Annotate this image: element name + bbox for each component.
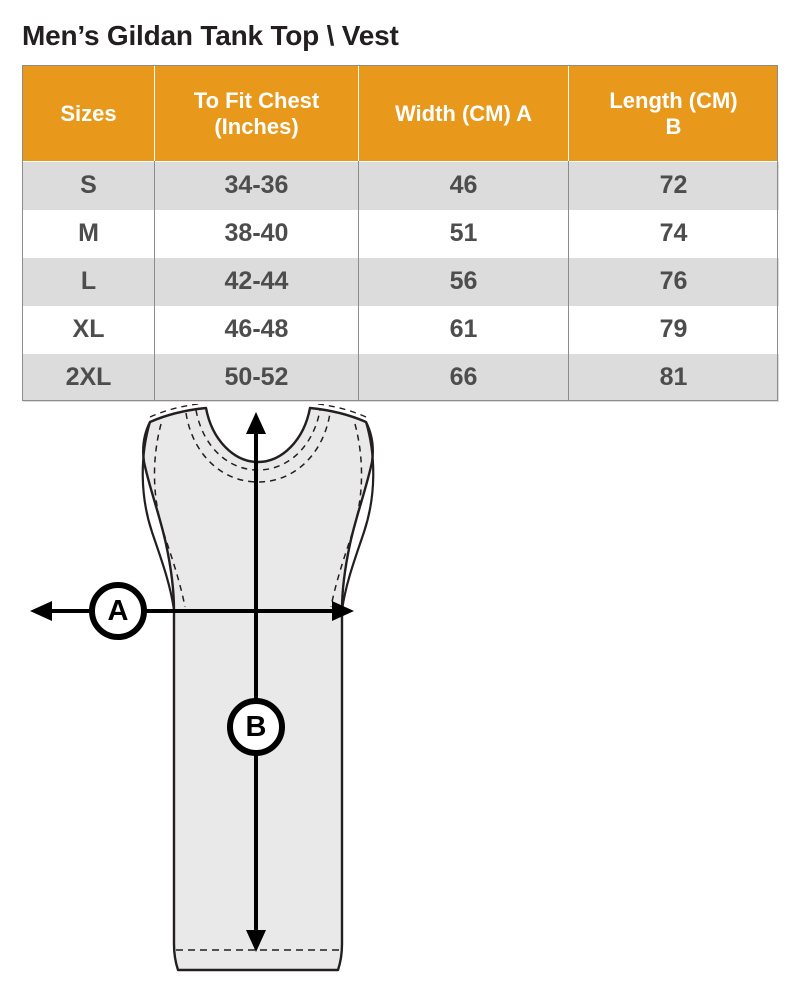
garment-diagram	[0, 404, 800, 985]
table-divider-1	[154, 161, 155, 401]
cell-chest: 50-52	[155, 354, 359, 402]
cell-width: 46	[359, 162, 569, 210]
cell-size: XL	[23, 306, 155, 354]
table-row	[23, 162, 779, 210]
cell-length: 72	[569, 162, 779, 210]
table-row	[23, 210, 779, 258]
label-b: B	[245, 711, 267, 743]
table-divider-3	[568, 161, 569, 401]
cell-length: 81	[569, 354, 779, 402]
column-header-length: Length (CM) B	[569, 66, 779, 162]
table-row	[23, 354, 779, 402]
cell-width: 56	[359, 258, 569, 306]
table-header-row	[23, 66, 779, 162]
cell-chest: 46-48	[155, 306, 359, 354]
table-row	[23, 306, 779, 354]
size-chart-table	[22, 65, 779, 402]
cell-length: 74	[569, 210, 779, 258]
column-header-width: Width (CM) A	[359, 66, 569, 162]
cell-size: M	[23, 210, 155, 258]
cell-chest: 42-44	[155, 258, 359, 306]
cell-length: 76	[569, 258, 779, 306]
label-a: A	[107, 595, 129, 627]
table-row	[23, 258, 779, 306]
cell-chest: 34-36	[155, 162, 359, 210]
cell-length: 79	[569, 306, 779, 354]
table-divider-2	[358, 161, 359, 401]
column-header-chest: To Fit Chest (Inches)	[155, 66, 359, 162]
cell-size: L	[23, 258, 155, 306]
cell-width: 51	[359, 210, 569, 258]
page-title: Men’s Gildan Tank Top \ Vest	[22, 20, 399, 51]
cell-width: 66	[359, 354, 569, 402]
column-header-sizes: Sizes	[23, 66, 155, 162]
cell-width: 61	[359, 306, 569, 354]
cell-size: S	[23, 162, 155, 210]
cell-chest: 38-40	[155, 210, 359, 258]
cell-size: 2XL	[23, 354, 155, 402]
